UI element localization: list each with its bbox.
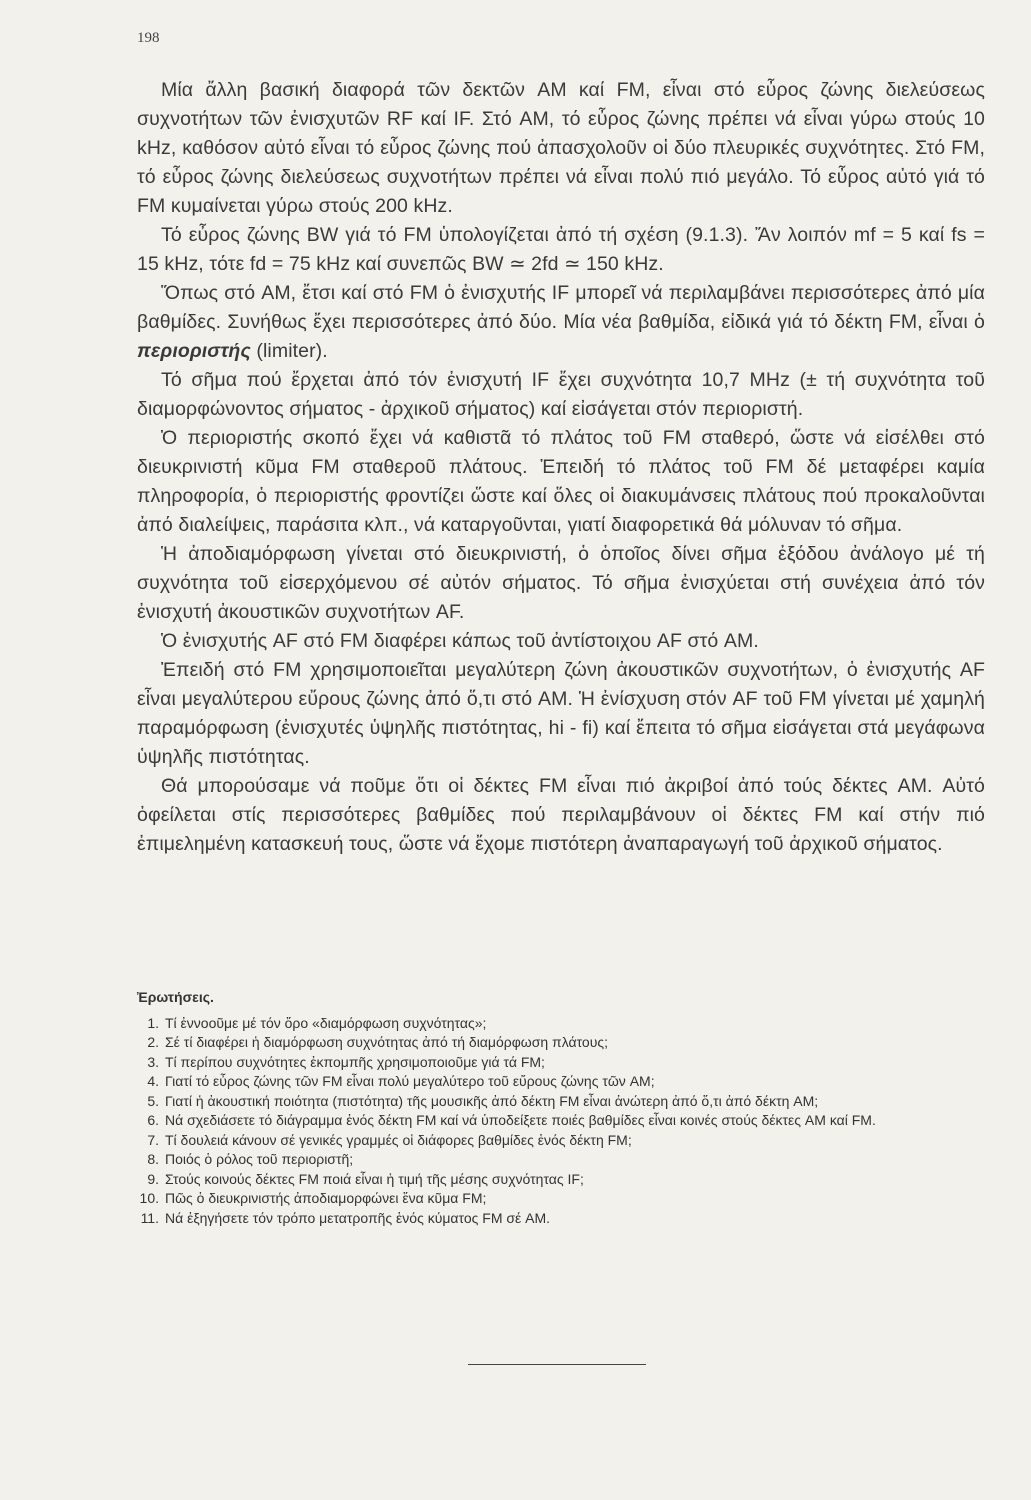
question-item: [137, 1092, 985, 1112]
question-text: Πῶς ὁ διευκρινιστής ἀποδιαμορφώνει ἕνα κῦμα FM;: [165, 1190, 487, 1206]
question-text: Νά σχεδιάσετε τό διάγραμμα ἑνός δέκτη FM καί νά ὑποδείξετε ποιές βαθμίδες εἶναι κοινές στούς δέκτες AM καί FM.: [165, 1112, 876, 1128]
question-number: 9.: [147, 1170, 159, 1187]
question-item: [137, 1131, 985, 1151]
question-text: Γιατί ἡ ἀκουστική ποιότητα (πιστότητα) τῆς μουσικῆς ἀπό δέκτη FM εἶναι ἀνώτερη ἀπό ὅ,τι ἀπό δέκτη AM;: [165, 1092, 819, 1109]
question-item: [137, 1053, 985, 1073]
questions-section: [137, 988, 985, 1228]
question-text: Γιατί τό εὖρος ζώνης τῶν FM εἶναι πολύ μεγαλύτερο τοῦ εὔρους ζώνης τῶν AM;: [165, 1073, 655, 1089]
question-text: Στούς κοινούς δέκτες FM ποιά εἶναι ἡ τιμή τῆς μέσης συχνότητας IF;: [165, 1170, 584, 1187]
question-number: 3.: [147, 1053, 159, 1070]
question-number: 4.: [147, 1073, 159, 1089]
paragraph: Τό εὖρος ζώνης BW γιά τό FM ὑπολογίζεται ἀπό τή σχέση (9.1.3). Ἄν λοιπόν mf = 5 καί fs = 15 kHz, τότε fd = 75 kHz καί συνεπῶς BW ≃ 2fd ≃ 150 kHz.: [137, 224, 985, 275]
paragraph: Μία ἄλλη βασική διαφορά τῶν δεκτῶν AM καί FM, εἶναι στό εὖρος ζώνης διελεύσεως συχνοτήτων τῶν ἐνισχυτῶν RF καί IF. Στό AM, τό εὖρος ζώνης πρέπει νά εἶναι γύρω στούς 10 kHz, καθόσον αὐτό εἶναι τό εὖρος ζώνης πού ἀπασχολοῦν οἱ δύο πλευρικές συχνότητες. Στό FM, τό εὖρος ζώνης διελεύσεως συχνοτήτων πρέπει νά εἶναι πολύ πιό μεγάλο. Τό εὖρος αὐτό γιά τό FM κυμαίνεται γύρω στούς 200 kHz.: [137, 79, 985, 217]
question-text: Τί περίπου συχνότητες ἐκπομπῆς χρησιμοποιοῦμε γιά τά FM;: [165, 1053, 545, 1070]
question-item: [137, 1209, 985, 1229]
question-item: [137, 1170, 985, 1190]
question-item: [137, 1033, 985, 1053]
question-item: [137, 1189, 985, 1209]
paragraph: Ἡ ἀποδιαμόρφωση γίνεται στό διευκρινιστή, ὁ ὁποῖος δίνει σῆμα ἐξόδου ἀνάλογο μέ τή συχνότητα τοῦ εἰσερχόμενου σέ αὐτόν σήματος. Τό σῆμα ἐνισχύεται στή συνέχεια ἀπό τόν ἐνισχυτή ἀκουστικῶν συχνοτήτων AF.: [137, 543, 985, 623]
end-rule: [468, 1364, 646, 1365]
question-item: [137, 1111, 985, 1131]
question-item: [137, 1072, 985, 1092]
page-number: 198: [137, 30, 160, 46]
term-suffix: (limiter).: [250, 340, 328, 362]
question-number: 8.: [147, 1151, 159, 1167]
question-text: Ποιός ὁ ρόλος τοῦ περιοριστῆ;: [165, 1151, 354, 1167]
body-text: [137, 76, 985, 859]
question-number: 1.: [147, 1014, 159, 1031]
paragraph: Τό σῆμα πού ἔρχεται ἀπό τόν ἐνισχυτή IF ἔχει συχνότητα 10,7 MHz (± τή συχνότητα τοῦ διαμορφώνοντος σήματος - ἀρχικοῦ σήματος) καί εἰσάγεται στόν περιοριστή.: [137, 369, 985, 420]
paragraph-text: Ὅπως στό AM, ἔτσι καί στό FM ὁ ἐνισχυτής IF μπορεῖ νά περιλαμβάνει περισσότερες ἀπό μία βαθμίδες. Συνήθως ἔχει περισσότερες ἀπό δύο. Μία νέα βαθμίδα, εἰδικά γιά τό δέκτη FM, εἶναι ὁ: [137, 282, 985, 333]
questions-title: Ἐρωτήσεις.: [137, 989, 214, 1005]
question-text: Τί ἐννοοῦμε μέ τόν ὅρο «διαμόρφωση συχνότητας»;: [165, 1014, 487, 1031]
question-number: 6.: [147, 1112, 159, 1128]
question-text: Τί δουλειά κάνουν σέ γενικές γραμμές οἱ διάφορες βαθμίδες ἑνός δέκτη FM;: [165, 1131, 632, 1148]
paragraph: Ἐπειδή στό FM χρησιμοποιεῖται μεγαλύτερη ζώνη ἀκουστικῶν συχνοτήτων, ὁ ἐνισχυτής AF εἶναι μεγαλύτερου εὔρους ζώνης ἀπό ὅ,τι στό AM. Ἡ ἐνίσχυση στόν AF τοῦ FM γίνεται μέ χαμηλή παραμόρφωση (ἐνισχυτές ὑψηλῆς πιστότητας, hi - fi) καί ἔπειτα τό σῆμα εἰσάγεται στά μεγάφωνα ὑψηλῆς πιστότητας.: [137, 659, 985, 768]
paragraph: Ὁ περιοριστής σκοπό ἔχει νά καθιστᾶ τό πλάτος τοῦ FM σταθερό, ὥστε νά εἰσέλθει στό διευκρινιστή κῦμα FM σταθεροῦ πλάτους. Ἐπειδή τό πλάτος τοῦ FM δέ μεταφέρει καμία πληροφορία, ὁ περιοριστής φροντίζει ὥστε καί ὅλες οἱ διακυμάνσεις πλάτους πού προκαλοῦνται ἀπό διαλείψεις, παράσιτα κλπ., νά καταργοῦνται, γιατί διαφορετικά θά μόλυναν τό σῆμα.: [137, 427, 985, 536]
question-number: 7.: [147, 1131, 159, 1148]
paragraph: Ὁ ἐνισχυτής AF στό FM διαφέρει κάπως τοῦ ἀντίστοιχου AF στό AM.: [161, 630, 759, 652]
emphasized-term: περιοριστής: [137, 340, 251, 362]
questions-list: [137, 1014, 985, 1229]
paragraph-limiter: [137, 279, 985, 366]
question-number: 2.: [147, 1034, 159, 1050]
question-number: 10.: [139, 1190, 159, 1206]
question-text: Σέ τί διαφέρει ἡ διαμόρφωση συχνότητας ἀπό τή διαμόρφωση πλάτους;: [165, 1034, 608, 1050]
question-text: Νά ἐξηγήσετε τόν τρόπο μετατροπῆς ἑνός κύματος FM σέ AM.: [165, 1209, 551, 1226]
question-item: [137, 1014, 985, 1034]
question-item: [137, 1150, 985, 1170]
question-number: 5.: [147, 1092, 159, 1109]
paragraph: Θά μπορούσαμε νά ποῦμε ὅτι οἱ δέκτες FM εἶναι πιό ἀκριβοί ἀπό τούς δέκτες AM. Αὐτό ὀφείλεται στίς περισσότερες βαθμίδες πού περιλαμβάνουν οἱ δέκτες FM καί στήν πιό ἐπιμελημένη κατασκευή τους, ὥστε νά ἔχομε πιστότερη ἀναπαραγωγή τοῦ ἀρχικοῦ σήματος.: [137, 775, 985, 855]
question-number: 11.: [140, 1209, 159, 1226]
